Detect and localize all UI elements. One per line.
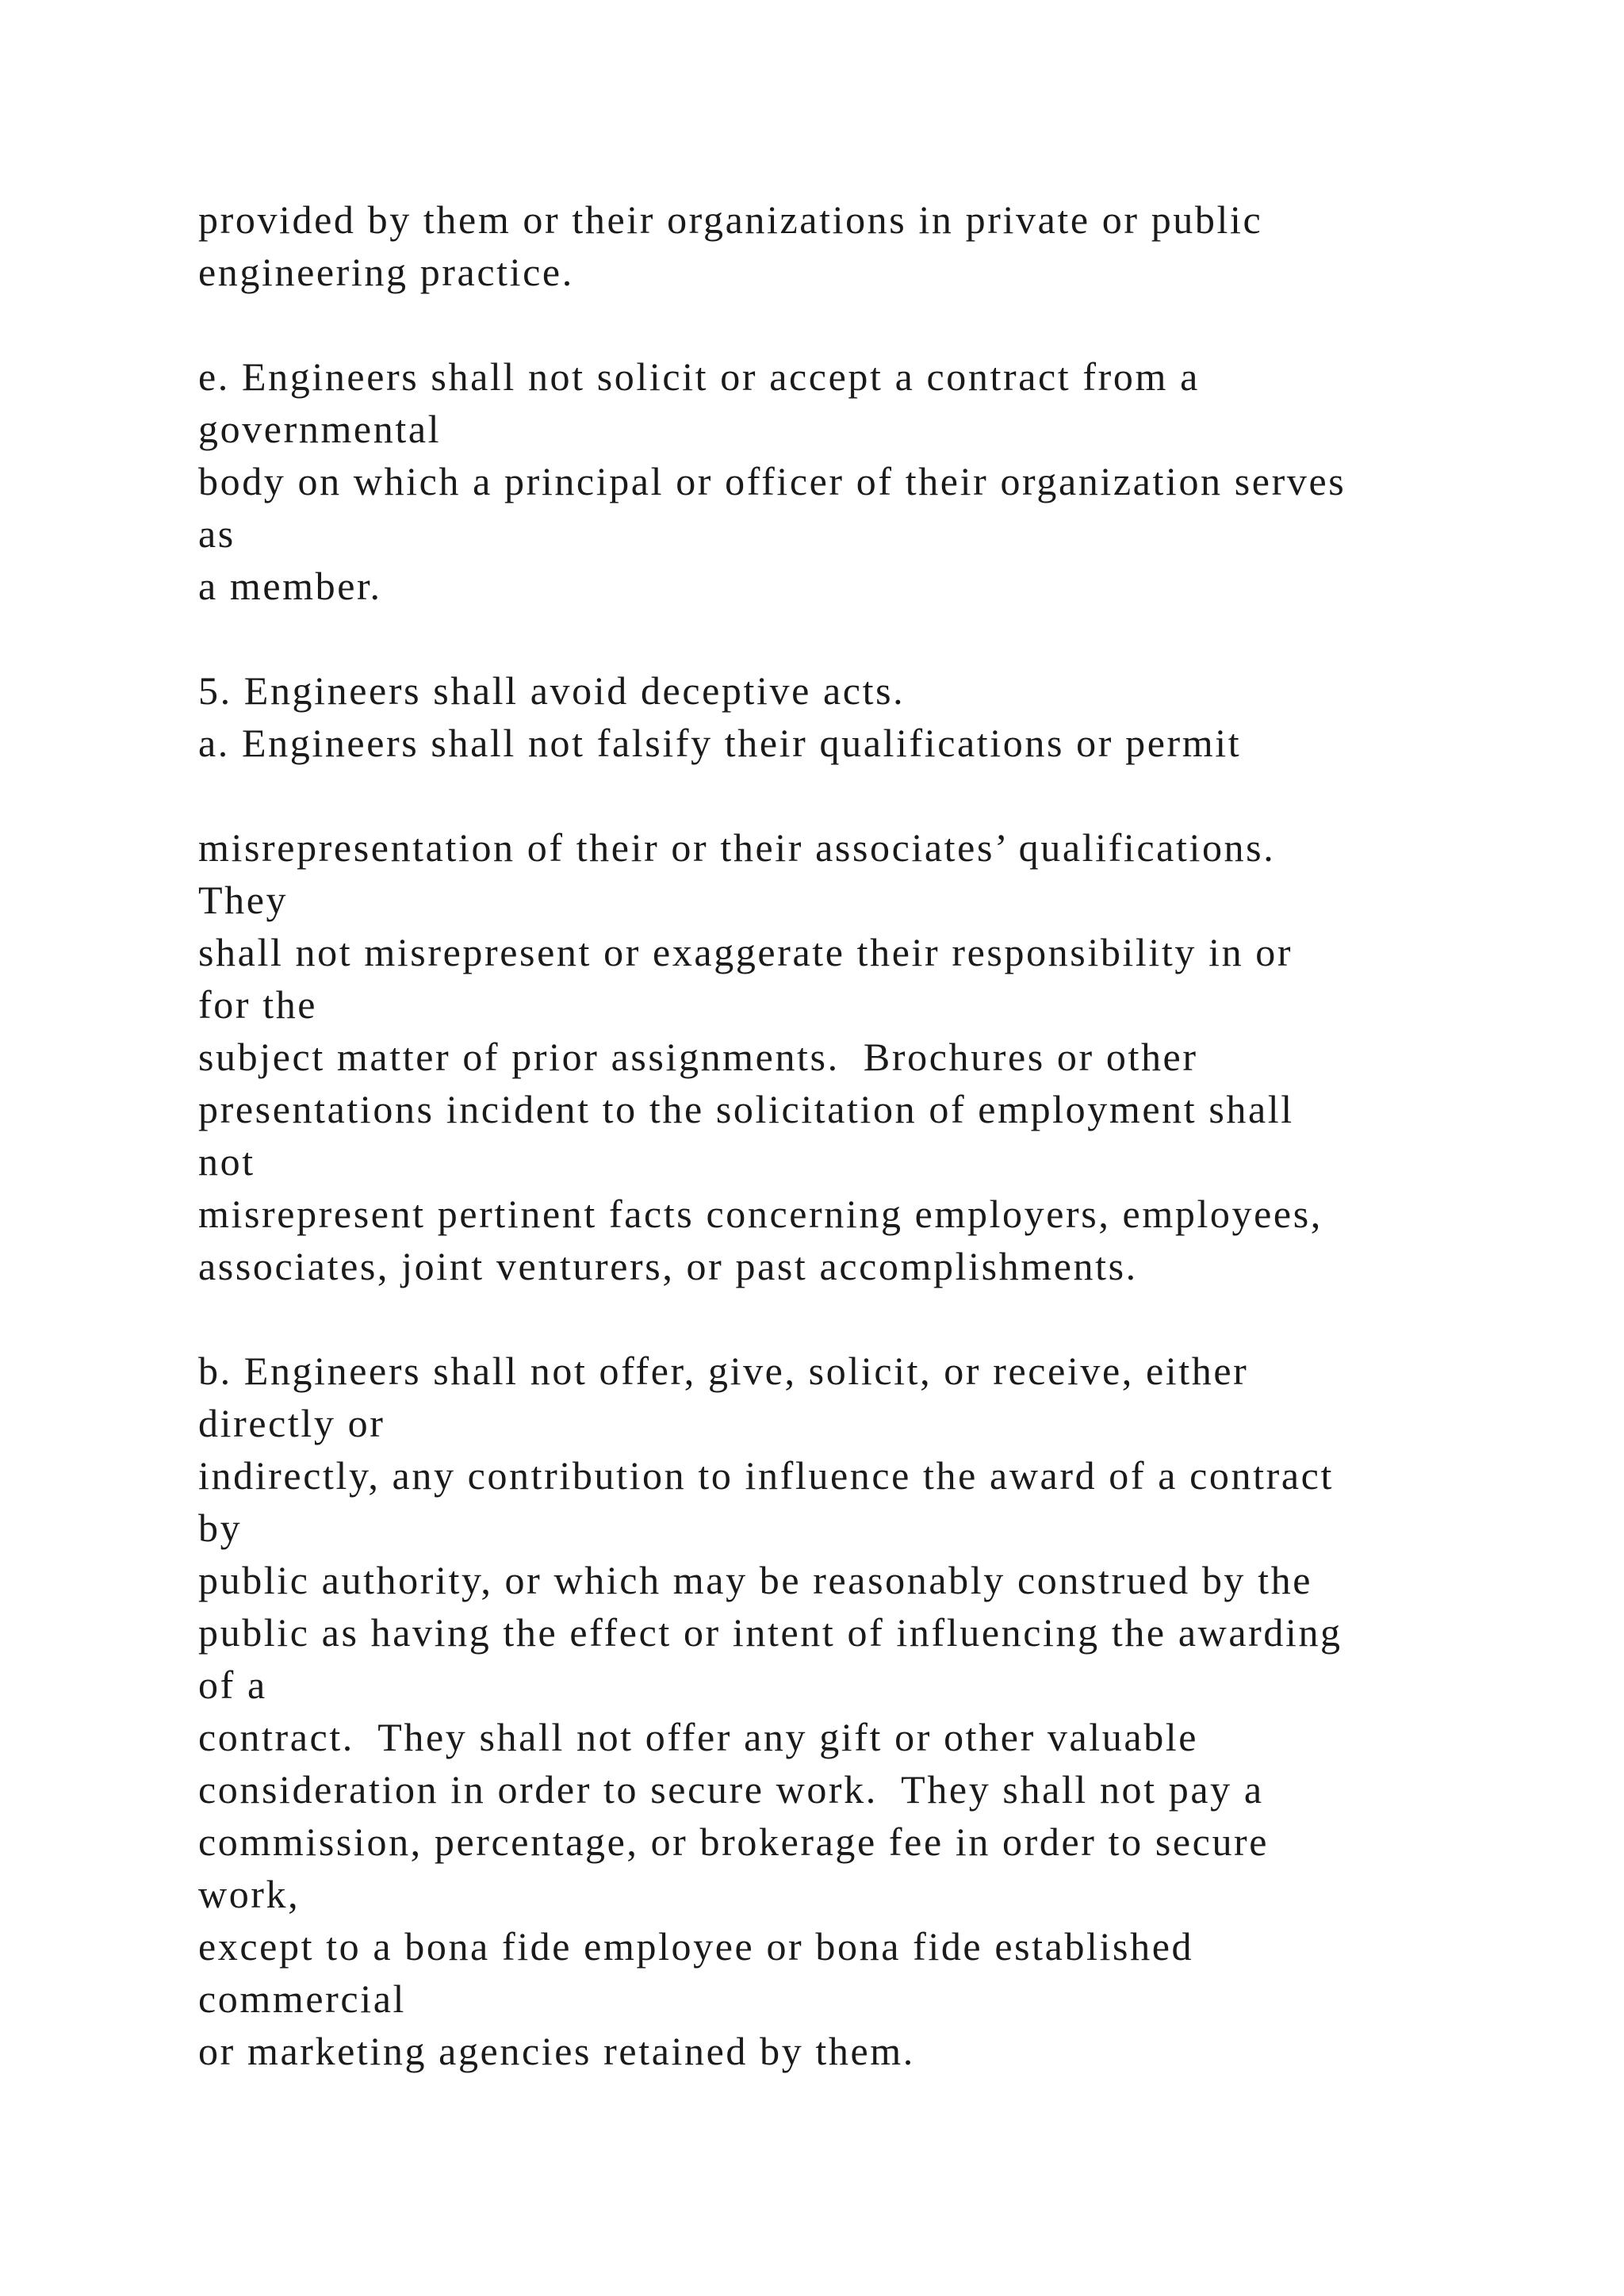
text-line: public authority, or which may be reasonably construed by the xyxy=(198,1558,1313,1602)
text-line: They xyxy=(198,878,289,922)
text-line: by xyxy=(198,1506,243,1550)
text-line: governmental xyxy=(198,407,442,451)
text-line: presentations incident to the solicitation of employment shall xyxy=(198,1087,1294,1131)
text-line: not xyxy=(198,1139,255,1184)
text-line: associates, joint venturers, or past accomplishments. xyxy=(198,1244,1138,1288)
text-line: b. Engineers shall not offer, give, solicit, or receive, either xyxy=(198,1349,1249,1393)
blank-line xyxy=(198,769,1546,821)
text-line: a member. xyxy=(198,564,382,608)
text-line: provided by them or their organizations in private or public xyxy=(198,197,1263,242)
text-line: as xyxy=(198,511,236,556)
blank-line xyxy=(198,612,1546,664)
text-line: engineering practice. xyxy=(198,250,574,294)
text-line: public as having the effect or intent of influencing the awarding xyxy=(198,1610,1342,1655)
text-line: a. Engineers shall not falsify their qualifications or permit xyxy=(198,721,1242,765)
text-line: commercial xyxy=(198,1976,406,2021)
text-line: except to a bona fide employee or bona fide established xyxy=(198,1924,1194,1969)
text-line: work, xyxy=(198,1872,301,1916)
text-line: directly or xyxy=(198,1401,385,1445)
text-line: 5. Engineers shall avoid deceptive acts. xyxy=(198,668,906,713)
text-line: e. Engineers shall not solicit or accept a contract from a xyxy=(198,354,1200,399)
text-line: shall not misrepresent or exaggerate their responsibility in or xyxy=(198,930,1293,974)
text-line: indirectly, any contribution to influence the award of a contract xyxy=(198,1453,1334,1498)
text-line: subject matter of prior assignments. Brochures or other xyxy=(198,1035,1198,1079)
text-line: commission, percentage, or brokerage fee in order to secure xyxy=(198,1820,1270,1864)
text-line: or marketing agencies retained by them. xyxy=(198,2029,915,2073)
text-line: consideration in order to secure work. They shall not pay a xyxy=(198,1767,1264,1812)
text-line: misrepresentation of their or their associates’ qualifications. xyxy=(198,825,1276,870)
blank-line xyxy=(198,1292,1546,1345)
text-line: body on which a principal or officer of their organization serves xyxy=(198,459,1346,503)
blank-line xyxy=(198,298,1546,350)
text-line: contract. They shall not offer any gift or other valuable xyxy=(198,1715,1199,1759)
text-line: for the xyxy=(198,982,318,1027)
document-body xyxy=(198,193,1546,2077)
text-line: of a xyxy=(198,1663,267,1707)
text-line: misrepresent pertinent facts concerning employers, employees, xyxy=(198,1192,1323,1236)
